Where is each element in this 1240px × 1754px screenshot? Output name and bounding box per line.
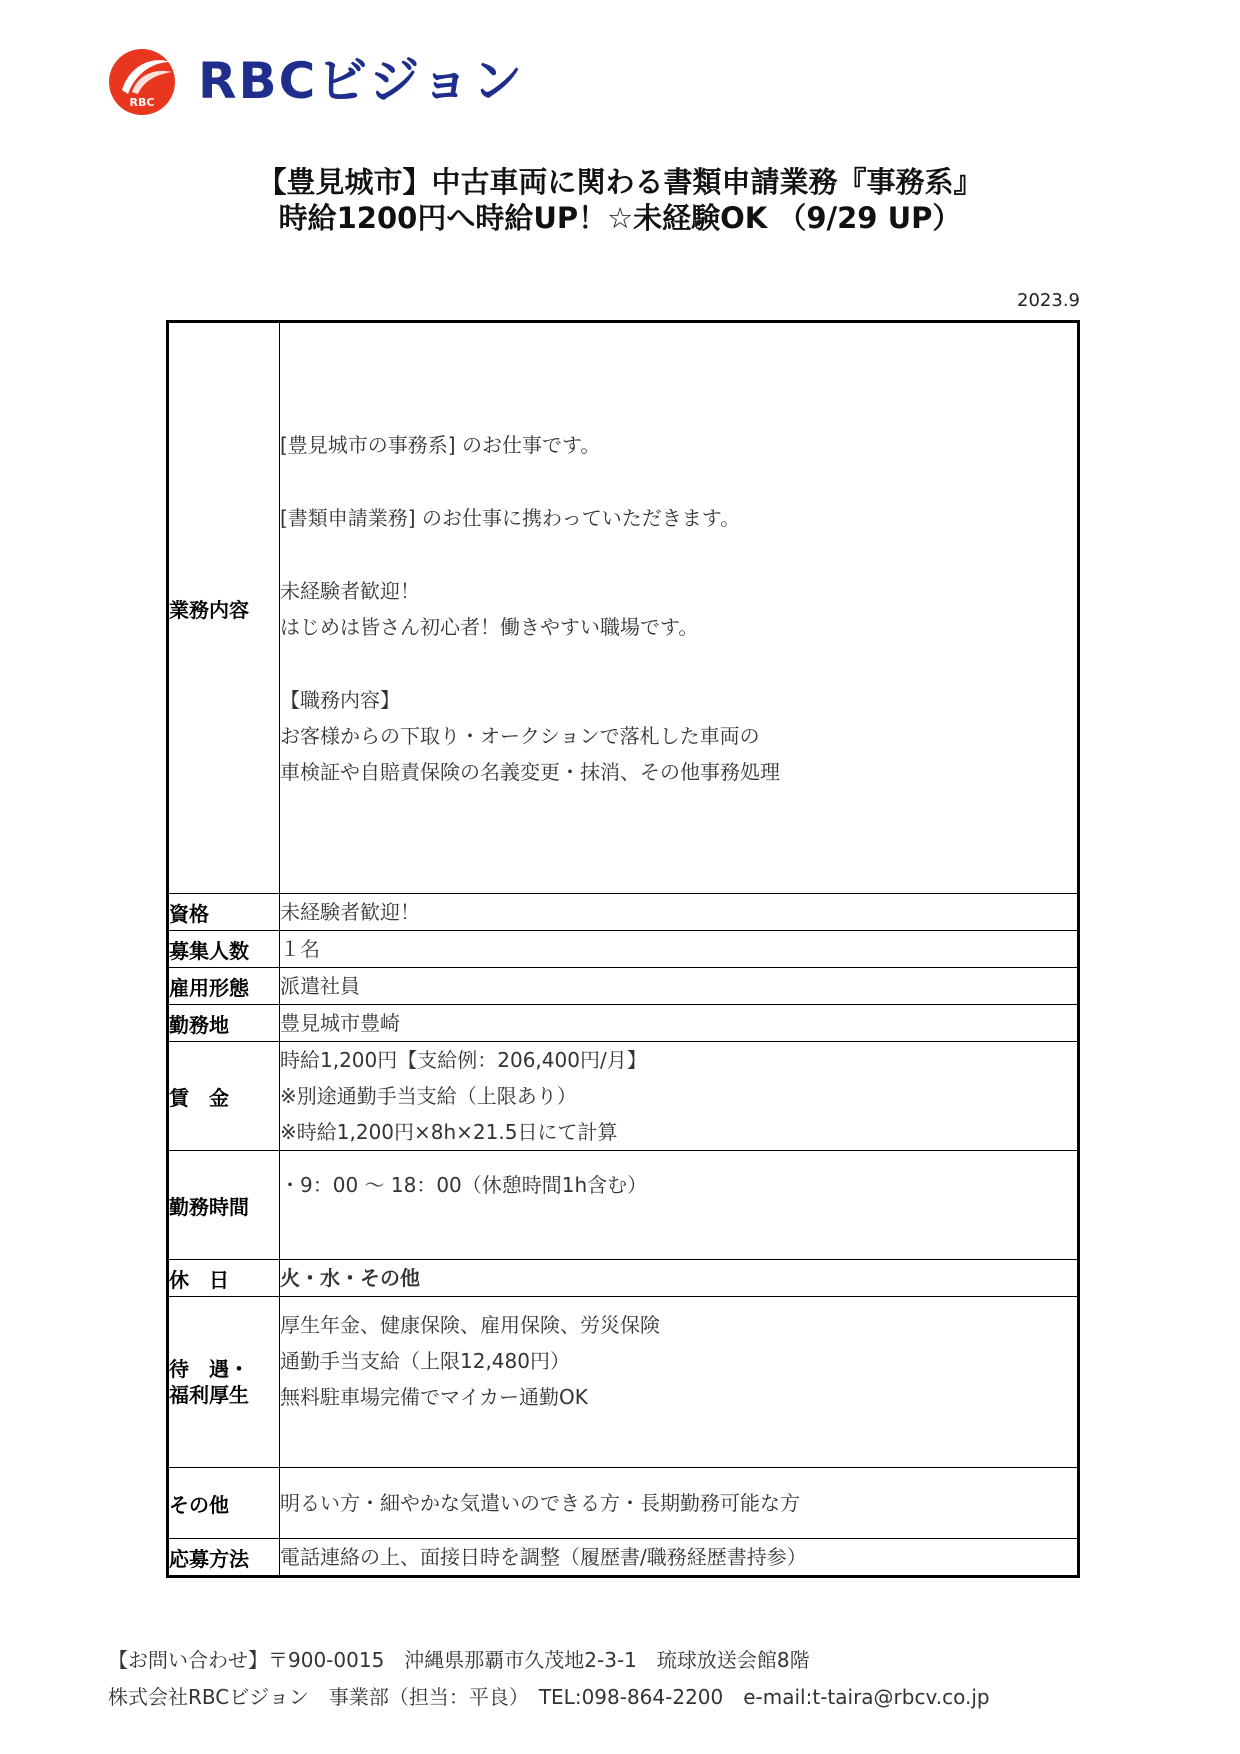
label-taigu-2: 福利厚生 (169, 1383, 249, 1407)
label-koyo: 雇用形態 (168, 968, 280, 1005)
label-jikan: 勤務時間 (168, 1151, 280, 1260)
title-line-1: 【豊見城市】中古車両に関わる書類申請業務『事務系』 (257, 165, 983, 199)
row-shikaku (168, 894, 1079, 931)
label-sonota: その他 (168, 1468, 280, 1539)
gyomu-line-1: [豊見城市の事務系] のお仕事です。 (280, 432, 601, 457)
value-sonota: 明るい方・細やかな気遣いのできる方・長期勤務可能な方 (280, 1468, 1079, 1539)
label-taigu-1: 待 遇・ (169, 1357, 249, 1381)
value-kyujitsu: 火・水・その他 (280, 1260, 1079, 1297)
row-gyomu (168, 322, 1079, 894)
row-jikan (168, 1151, 1079, 1260)
footer-address: 【お問い合わせ】〒900-0015 沖縄県那覇市久茂地2-3-1 琉球放送会館8階 (108, 1648, 810, 1672)
value-jikan: ・9：00 〜 18：00（休憩時間1h含む） (280, 1151, 1079, 1260)
label-taigu (168, 1297, 280, 1468)
value-oubo: 電話連絡の上、面接日時を調整（履歴書/職務経歴書持参） (280, 1539, 1079, 1577)
chingin-line-3: ※時給1,200円×8h×21.5日にて計算 (280, 1120, 618, 1144)
value-kinmuchi: 豊見城市豊崎 (280, 1005, 1079, 1042)
value-boshu: １名 (280, 931, 1079, 968)
label-kyujitsu: 休 日 (168, 1260, 280, 1297)
gyomu-line-7: 車検証や自賠責保険の名義変更・抹消、その他事務処理 (280, 759, 780, 784)
label-kinmuchi: 勤務地 (168, 1005, 280, 1042)
gyomu-line-5: 【職務内容】 (280, 687, 400, 712)
row-sonota (168, 1468, 1079, 1539)
row-koyo (168, 968, 1079, 1005)
gyomu-line-2: [書類申請業務] のお仕事に携わっていただきます。 (280, 505, 741, 530)
job-details-table (166, 320, 1080, 1578)
value-gyomu (280, 322, 1079, 894)
label-gyomu: 業務内容 (168, 322, 280, 894)
logo-brand-text: RBCビジョン (198, 52, 525, 110)
value-chingin (280, 1042, 1079, 1151)
row-chingin (168, 1042, 1079, 1151)
row-boshu (168, 931, 1079, 968)
footer-contact: 株式会社RBCビジョン 事業部（担当：平良） TEL:098-864-2200 e-mail:t-taira@rbcv.co.jp (108, 1685, 990, 1709)
page-title (0, 164, 1240, 236)
rbc-logo-mark-icon (106, 46, 178, 116)
document-date: 2023.9 (1017, 290, 1080, 311)
gyomu-line-3: 未経験者歓迎！ (280, 578, 420, 603)
chingin-line-1: 時給1,200円【支給例：206,400円/月】 (280, 1048, 647, 1072)
label-boshu: 募集人数 (168, 931, 280, 968)
logo-mark-text: RBC (129, 96, 155, 109)
gyomu-line-6: お客様からの下取り・オークションで落札した車両の (280, 723, 760, 748)
value-shikaku: 未経験者歓迎！ (280, 894, 1079, 931)
taigu-line-1: 厚生年金、健康保険、雇用保険、労災保険 (280, 1313, 660, 1337)
value-taigu (280, 1297, 1079, 1468)
label-oubo: 応募方法 (168, 1539, 280, 1577)
company-logo (106, 46, 524, 116)
label-shikaku: 資格 (168, 894, 280, 931)
taigu-line-2: 通勤手当支給（上限12,480円） (280, 1349, 570, 1373)
gyomu-line-4: はじめは皆さん初心者！働きやすい職場です。 (280, 614, 699, 639)
chingin-line-2: ※別途通勤手当支給（上限あり） (280, 1084, 577, 1108)
contact-footer (108, 1642, 990, 1716)
value-koyo: 派遣社員 (280, 968, 1079, 1005)
label-chingin: 賃 金 (168, 1042, 280, 1151)
row-kinmuchi (168, 1005, 1079, 1042)
title-line-2: 時給1200円へ時給UP！☆未経験OK （9/29 UP） (278, 201, 962, 235)
row-kyujitsu (168, 1260, 1079, 1297)
taigu-line-3: 無料駐車場完備でマイカー通勤OK (280, 1385, 588, 1409)
row-oubo (168, 1539, 1079, 1577)
row-taigu (168, 1297, 1079, 1468)
